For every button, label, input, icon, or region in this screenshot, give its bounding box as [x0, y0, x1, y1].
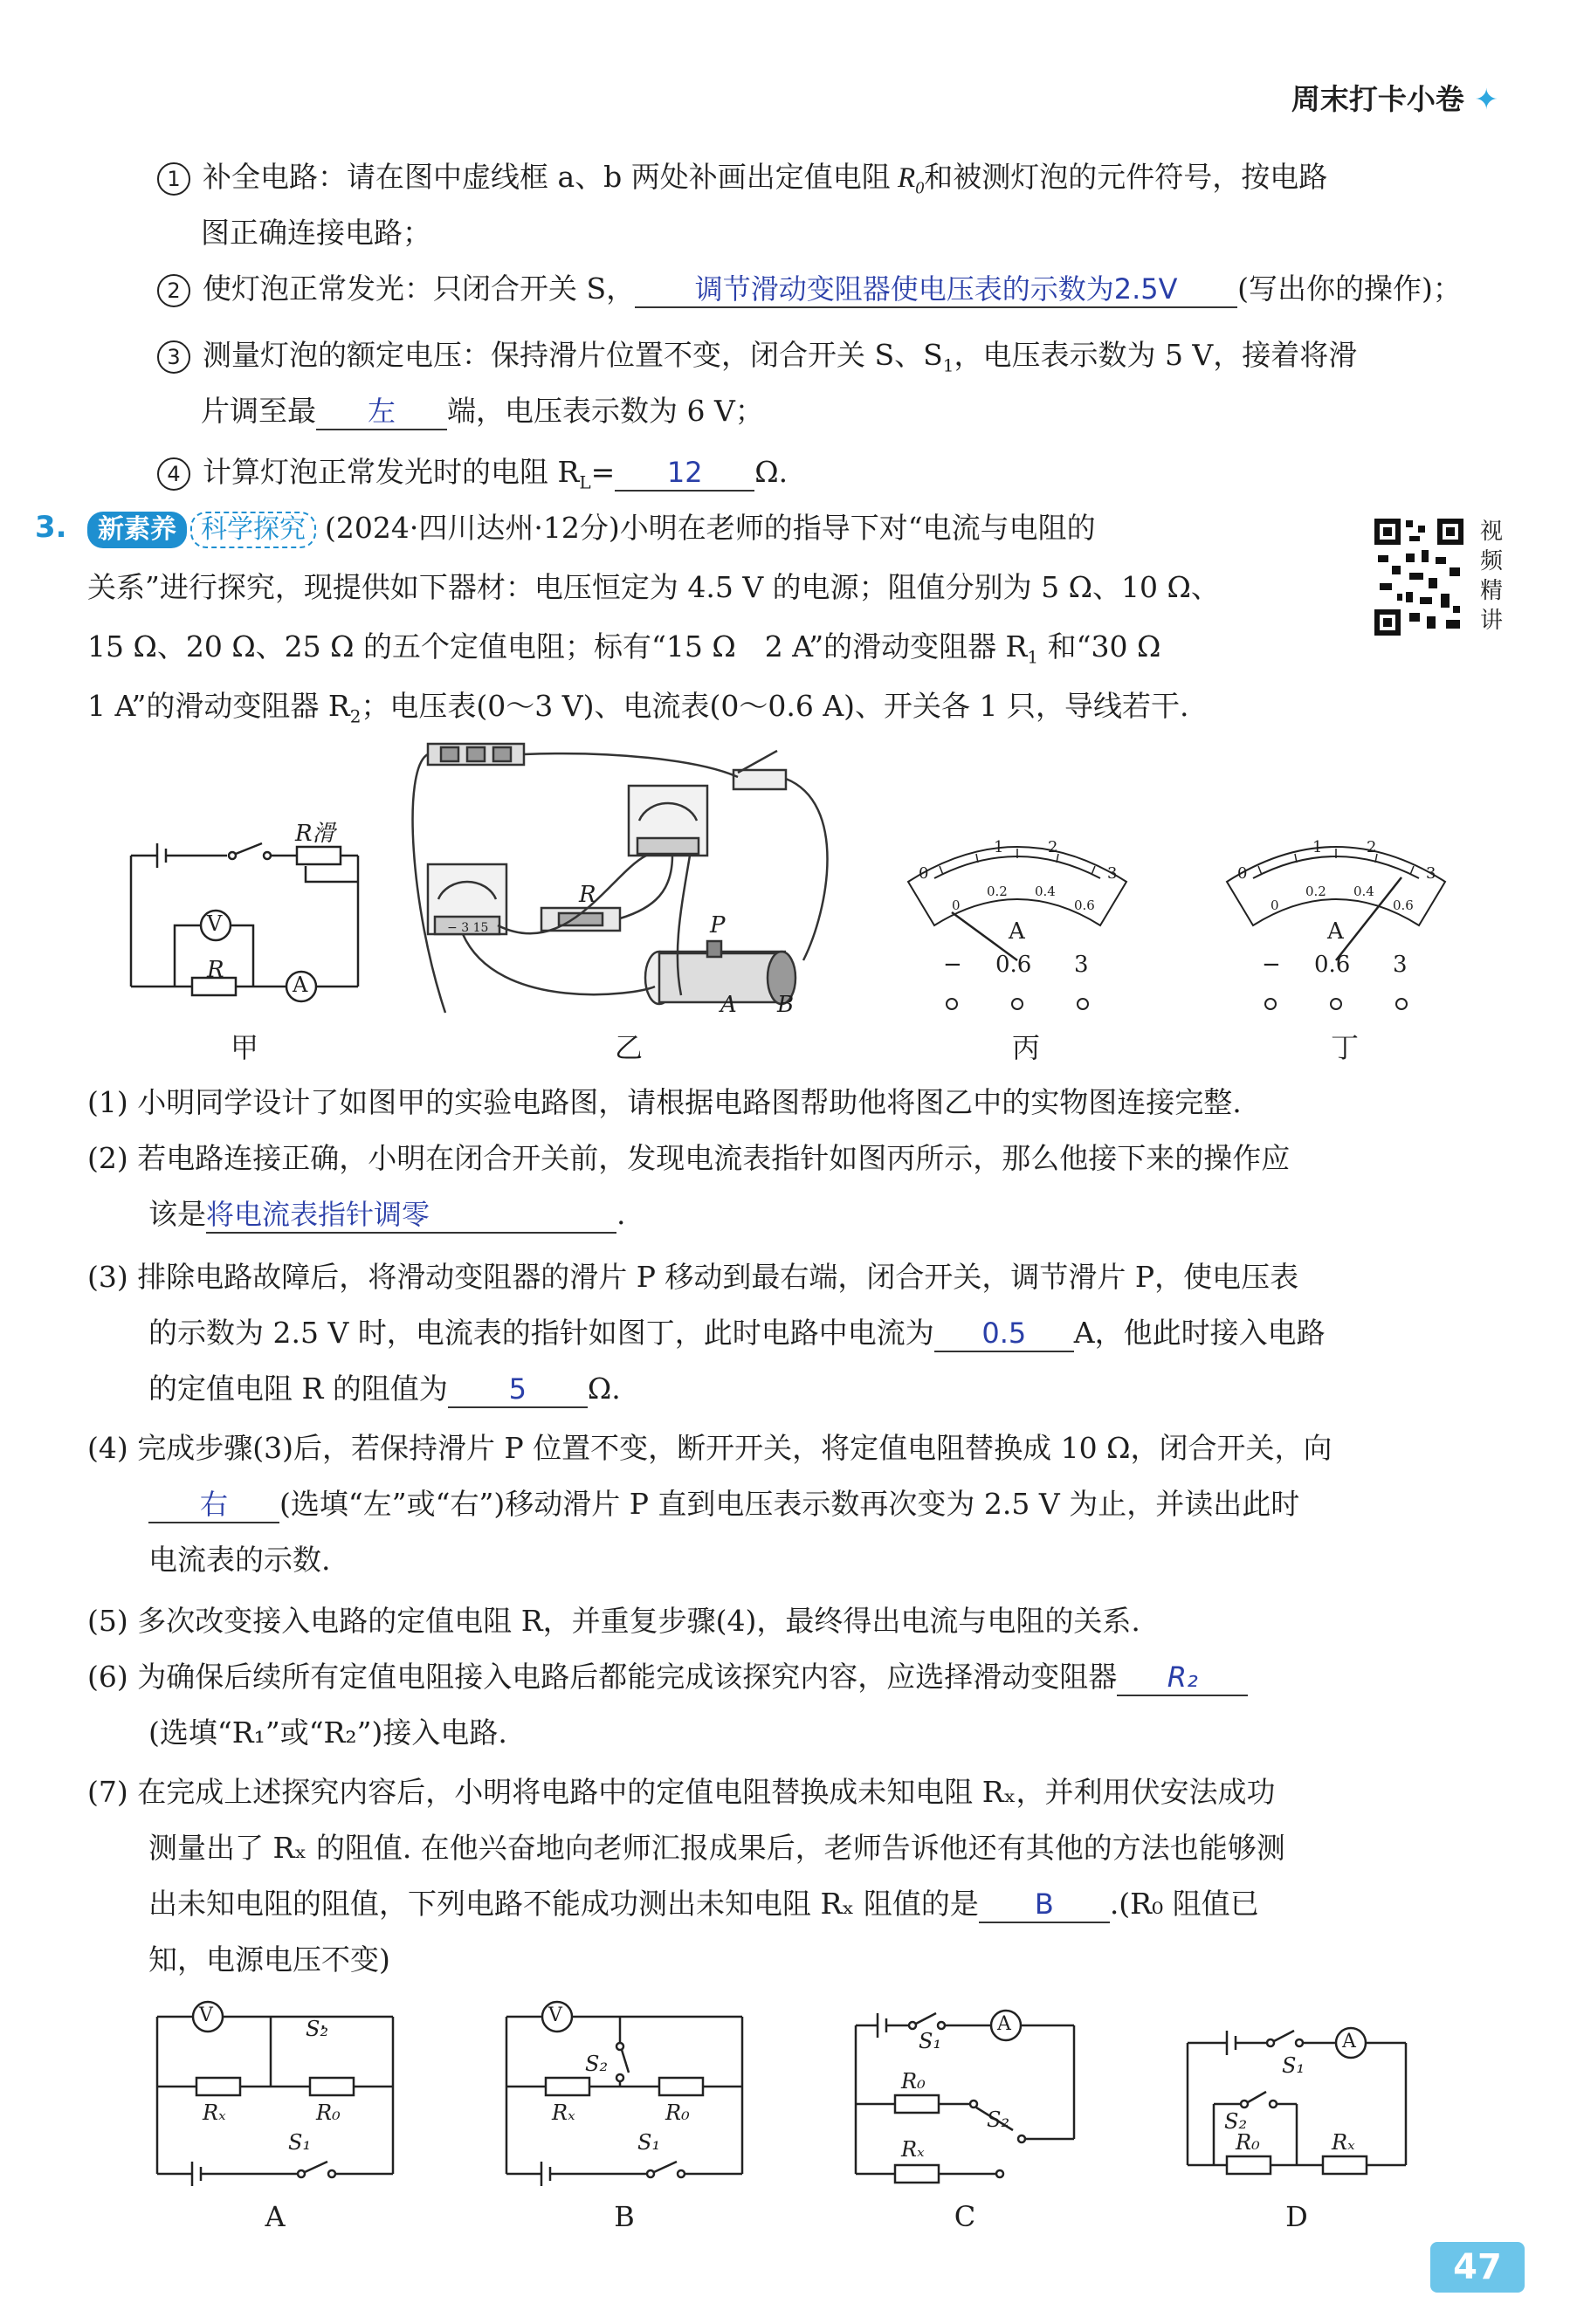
caption-option-d: D [1285, 2200, 1308, 2233]
option-circuit-b [498, 1999, 751, 2195]
caption-option-a: A [265, 2200, 286, 2233]
tick-0: 0 [919, 864, 929, 883]
badge-science-inquiry: 科学探究 [190, 512, 316, 548]
answer-blank-step2[interactable]: 调节滑动变阻器使电压表的示数为2.5V [635, 272, 1237, 308]
label-a: A [293, 973, 308, 997]
qr-video-label: 视 频 精 讲 [1479, 519, 1503, 634]
caption-option-c: C [954, 2200, 976, 2233]
d-rx-label: Rₓ [1332, 2130, 1355, 2155]
answer-blank-q4[interactable]: 右 [148, 1487, 279, 1523]
figure-jia-circuit [122, 812, 375, 1007]
label-yi-v-terminals: − 3 15 [447, 921, 489, 935]
circled-1-icon: 1 [157, 162, 190, 196]
tick-low-0: 0 [1271, 897, 1279, 913]
tick-06: 0.6 [1074, 897, 1095, 913]
header-title-text: 周末打卡小卷 [1291, 82, 1464, 116]
meter-a-label: A [1327, 918, 1344, 945]
sub-q3-line-1: (3) 排除电路故障后，将滑动变阻器的滑片 P 移动到最右端，闭合开关，调节滑片 P，使电压表 [87, 1260, 1299, 1294]
b-s2-label: S₂ [585, 2052, 609, 2076]
answer-blank-step3[interactable]: 左 [316, 394, 447, 430]
b-s1-label: S₁ [637, 2130, 661, 2155]
q3-line-4: 1 A”的滑动变阻器 $R_2$；电压表(0～3 V)、电流表(0～0.6 A)、开关各 1 只，导线若干. [87, 689, 1189, 727]
step-1-line-1: 1 补全电路：请在图中虚线框 a、b 两处补画出定值电阻 $R_0$和被测灯泡的元件符号，按电路 [157, 157, 1327, 209]
tick-3: 3 [1107, 864, 1118, 883]
sub-q5: (5) 多次改变接入电路的定值电阻 R，并重复步骤(4)，最终得出电流与电阻的关系. [87, 1604, 1140, 1638]
terminal-minus: − [943, 952, 962, 978]
sub-q3-line-2: 的示数为 2.5 V 时，电流表的指针如图丁，此时电路中电流为 0.5 A，他此时接入电路 [148, 1313, 1326, 1353]
a-v-label: V [199, 2004, 213, 2026]
terminal-minus: − [1262, 952, 1281, 978]
header-title [1291, 77, 1498, 118]
label-yi-b: B [777, 992, 795, 1018]
a-r0-label: R₀ [316, 2101, 341, 2125]
answer-blank-q3-resistance[interactable]: 5 [448, 1372, 588, 1408]
sub-q7-line-3: 出未知电阻的阻值，下列电路不能成功测出未知电阻 Rₓ 阻值的是 B .(R₀ 阻值已 [148, 1884, 1259, 1924]
tick-02: 0.2 [1305, 884, 1326, 899]
sub-q4-line-2: 右 (选填“左”或“右”)移动滑片 P 直到电压表示数再次变为 2.5 V 为止，并读出此时 [148, 1484, 1299, 1524]
sub-q7-line-4: 知，电源电压不变) [148, 1942, 390, 1977]
question-number: 3. [35, 510, 67, 545]
qr-code[interactable] [1371, 515, 1467, 643]
b-r0-label: R₀ [665, 2101, 690, 2125]
answer-blank-q7[interactable]: B [979, 1887, 1110, 1923]
circled-3-icon: 3 [157, 340, 190, 374]
b-v-label: V [548, 2004, 562, 2026]
tick-04: 0.4 [1035, 884, 1056, 899]
step-3-line-2: 片调至最 左 端，电压表示数为 6 V； [201, 391, 764, 431]
b-rx-label: Rₓ [552, 2101, 575, 2125]
answer-blank-step4[interactable]: 12 [615, 455, 754, 492]
c-s2-label: S₂ [987, 2107, 1010, 2132]
tick-1: 1 [994, 838, 1004, 856]
caption-option-b: B [614, 2200, 635, 2233]
figure-ding-ammeter [1218, 829, 1454, 1025]
circled-2-icon: 2 [157, 274, 190, 307]
caption-ding: 丁 [1330, 1031, 1359, 1064]
tick-02: 0.2 [987, 884, 1008, 899]
step-2-line: 2 使灯泡正常发光：只闭合开关 S， 调节滑动变阻器使电压表的示数为2.5V (写出你的操作)； [157, 269, 1462, 309]
sub-q4-line-3: 电流表的示数. [148, 1543, 331, 1577]
terminal-06: 0.6 [995, 952, 1032, 978]
tick-low-0: 0 [952, 897, 961, 913]
option-circuit-d [1170, 2008, 1423, 2195]
answer-blank-q2[interactable]: 将电流表指针调零 [206, 1197, 616, 1234]
tick-1: 1 [1312, 838, 1323, 856]
circled-4-icon: 4 [157, 457, 190, 491]
c-a-label: A [997, 2013, 1011, 2035]
sub-q3-line-3: 的定值电阻 R 的阻值为 5 Ω. [148, 1369, 621, 1409]
sub-q6-line-1: (6) 为确保后续所有定值电阻接入电路后都能完成该探究内容，应选择滑动变阻器 R₂ [87, 1657, 1248, 1697]
badge-new-literacy: 新素养 [87, 512, 187, 548]
sub-q6-line-2: (选填“R₁”或“R₂”)接入电路. [148, 1715, 507, 1750]
d-a-label: A [1342, 2031, 1356, 2052]
a-s1-label: S₁ [288, 2130, 312, 2155]
sub-q7-line-1: (7) 在完成上述探究内容后，小明将电路中的定值电阻替换成未知电阻 Rₓ，并利用伏安法成功 [87, 1775, 1276, 1809]
caption-bing: 丙 [1011, 1031, 1040, 1064]
step-4-line: 4 计算灯泡正常发光时的电阻 $R_L= 12$ Ω. [157, 452, 788, 503]
tick-2: 2 [1048, 838, 1058, 856]
answer-blank-q3-current[interactable]: 0.5 [934, 1316, 1074, 1352]
tick-0: 0 [1237, 864, 1248, 883]
terminal-3: 3 [1074, 952, 1089, 978]
sub-q7-line-2: 测量出了 Rₓ 的阻值. 在他兴奋地向老师汇报成果后，老师告诉他还有其他的方法也能够测 [148, 1831, 1285, 1865]
c-s1-label: S₁ [919, 2029, 942, 2053]
terminal-3: 3 [1393, 952, 1408, 978]
sub-q2-line-1: (2) 若电路连接正确，小明在闭合开关前，发现电流表指针如图丙所示，那么他接下来的操作应 [87, 1141, 1291, 1175]
meter-a-label: A [1009, 918, 1025, 945]
label-yi-p: P [710, 912, 726, 939]
label-v: V [207, 911, 223, 936]
label-yi-a: A [720, 992, 737, 1018]
a-s2-label: S₂ [306, 2017, 329, 2041]
page-number: 47 [1430, 2242, 1525, 2293]
answer-blank-q6[interactable]: R₂ [1117, 1660, 1248, 1696]
q3-line-1: 新素养 科学探究 (2024·四川达州·12分)小明在老师的指导下对“电流与电阻的 [87, 508, 1096, 548]
tick-3: 3 [1426, 864, 1436, 883]
option-circuit-a [148, 1999, 402, 2195]
label-yi-r: R [579, 882, 596, 908]
sub-q4-line-1: (4) 完成步骤(3)后，若保持滑片 P 位置不变，断开开关，将定值电阻替换成 10 Ω，闭合开关，向 [87, 1431, 1333, 1465]
q3-line-3: 15 Ω、20 Ω、25 Ω 的五个定值电阻；标有“15 Ω 2 A”的滑动变阻器 $R_1$ 和“30 Ω [87, 629, 1161, 668]
terminal-06: 0.6 [1314, 952, 1351, 978]
figure-yi-apparatus [393, 733, 847, 1025]
label-r-slide: R滑 [295, 821, 335, 847]
caption-yi: 乙 [614, 1031, 643, 1064]
sub-q2-line-2: 该是将电流表指针调零 . [148, 1194, 626, 1234]
c-rx-label: Rₓ [901, 2137, 925, 2162]
tick-2: 2 [1367, 838, 1377, 856]
d-s2-label: S₂ [1224, 2109, 1248, 2134]
a-rx-label: Rₓ [203, 2101, 226, 2125]
tick-04: 0.4 [1353, 884, 1374, 899]
step-1-line-2: 图正确连接电路； [201, 216, 431, 250]
d-s1-label: S₁ [1282, 2053, 1305, 2078]
q3-line-2: 关系”进行探究，现提供如下器材：电压恒定为 4.5 V 的电源；阻值分别为 5 Ω、10 Ω、 [87, 570, 1220, 604]
star-icon: ✦ [1474, 82, 1498, 116]
step-3-line-1: 3 测量灯泡的额定电压：保持滑片位置不变，闭合开关 S、$S_1$，电压表示数为 5 V，接着将滑 [157, 335, 1357, 386]
tick-06: 0.6 [1393, 897, 1414, 913]
label-r: R [207, 957, 224, 983]
option-circuit-c [838, 1991, 1092, 2195]
d-r0-label: R₀ [1236, 2130, 1260, 2155]
caption-jia: 甲 [230, 1031, 258, 1064]
figure-bing-ammeter [899, 829, 1135, 1025]
c-r0-label: R₀ [901, 2069, 926, 2094]
sub-q1: (1) 小明同学设计了如图甲的实验电路图，请根据电路图帮助他将图乙中的实物图连接完整. [87, 1085, 1242, 1119]
